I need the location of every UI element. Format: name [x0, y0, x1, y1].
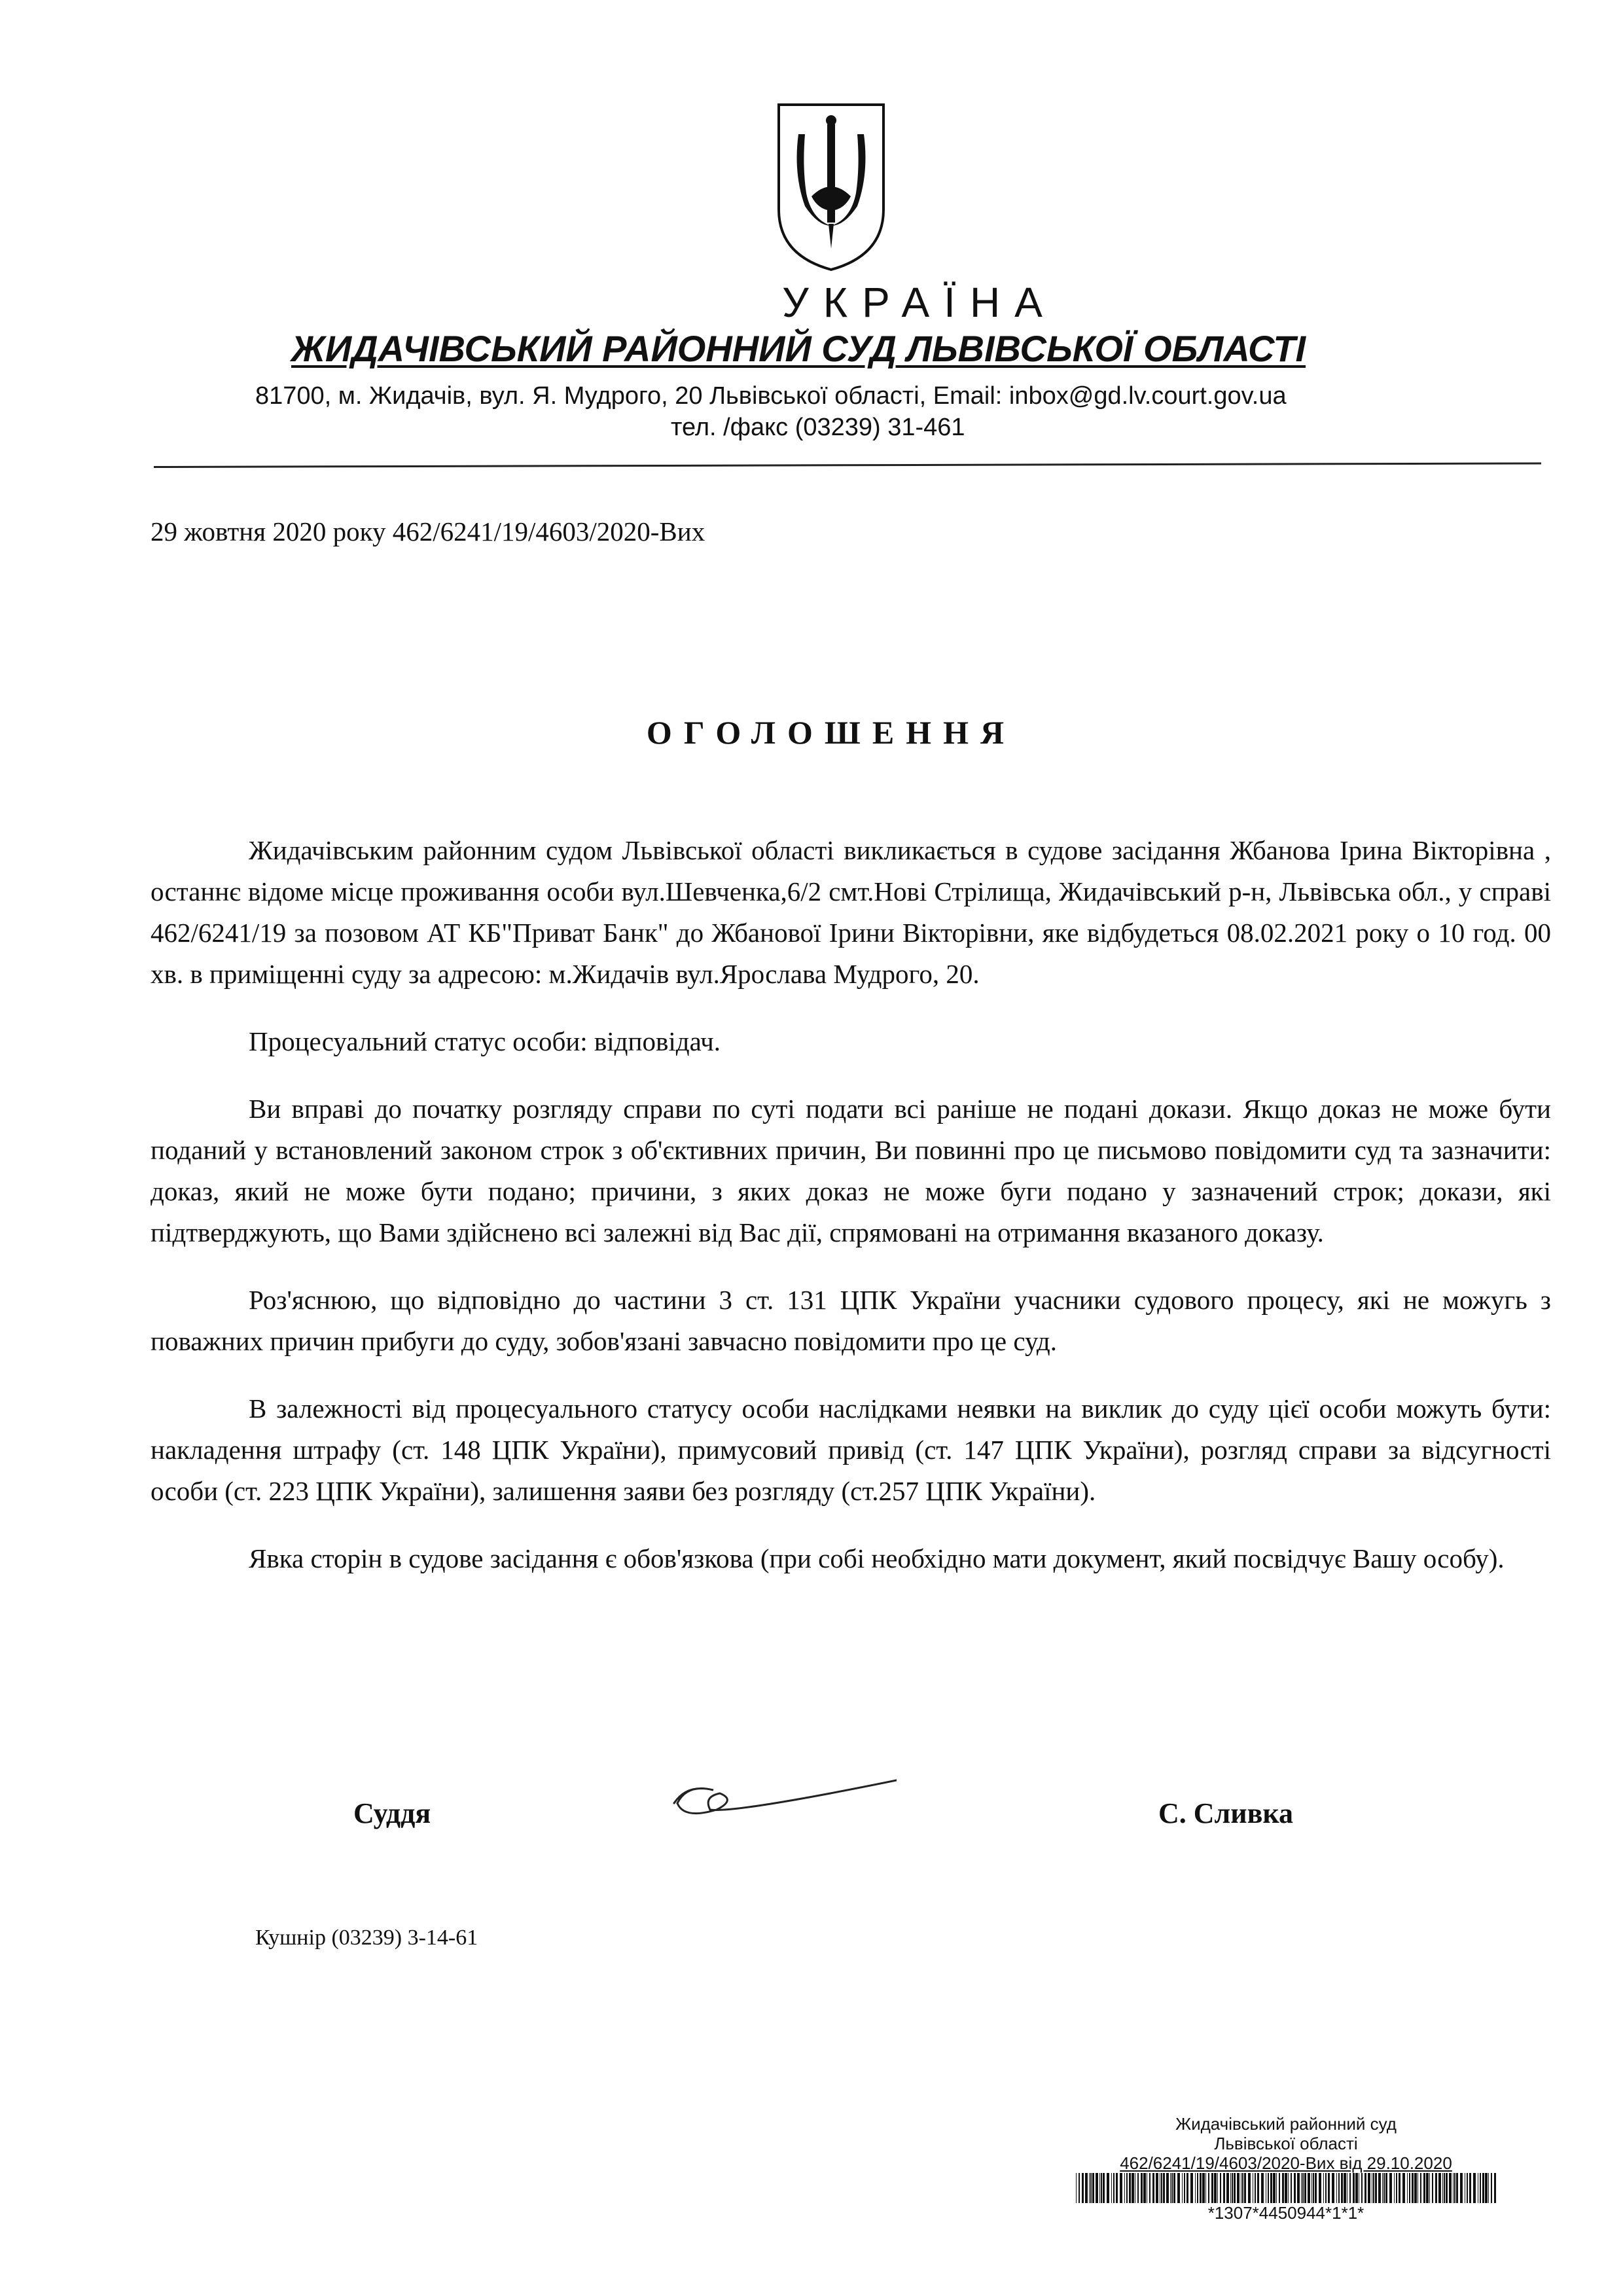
barcode-bar	[1186, 2173, 1188, 2203]
barcode-bar	[1361, 2173, 1363, 2203]
barcode-bar	[1383, 2173, 1385, 2203]
barcode-bar	[1442, 2173, 1443, 2203]
barcode-bar	[1494, 2173, 1496, 2203]
barcode-bar	[1161, 2173, 1162, 2203]
barcode-bar	[1182, 2173, 1183, 2203]
clerk-contact: Кушнір (03239) 3-14-61	[255, 1926, 478, 1950]
barcode-bar	[1129, 2173, 1131, 2203]
barcode-bar	[1429, 2173, 1430, 2203]
paragraph-evidence: Ви вправі до початку розгляду справи по суті подати всі раніше не подані докази. Якщо доказ не може бути поданий у встановлений законом строк з об'єктивних причин, Ви повинні про це письмово повідомити суд та зазначити: доказ, який не може бути подано; причини, з яких доказ не може буги подано у зазначений строк; докази, які підтверджують, що Вами здійснено всі залежні від Вас дії, спрямовані на отримання вказаного доказу.	[151, 1094, 1551, 1247]
stamp-region-line: Львівської області	[1214, 2134, 1358, 2153]
barcode-bar	[1332, 2173, 1334, 2203]
barcode-bar	[1491, 2173, 1492, 2203]
barcode-bar	[1195, 2173, 1196, 2203]
barcode-bar	[1473, 2173, 1476, 2203]
barcode-bar	[1237, 2173, 1240, 2203]
barcode-bar	[1485, 2173, 1488, 2203]
barcode-bar	[1205, 2173, 1206, 2203]
barcode-bar	[1364, 2173, 1366, 2203]
paragraph-summons: Жидачівським районним судом Львівської області викликається в судове засідання Жбанова Ірина Вікторівна , останнє відоме місце проживання особи вул.Шевченка,6/2 смт.Нові Стрілища, Жидачівський р-н, Львівська обл., у справі 462/6241/19 за позовом АТ КБ"Приват Банк" до Жбанової Ірини Вікторівни, яке відбудеться 08.02.2021 року о 10 год. 00 хв. в приміщенні суду за адресою: м.Жидачів вул.Ярослава Мудрого, 20.	[151, 835, 1551, 989]
barcode-bar	[1409, 2173, 1410, 2203]
barcode-bar	[1311, 2173, 1312, 2203]
court-address: 81700, м. Жидачів, вул. Я. Мудрого, 20 Львівської області, Email: inbox@gd.lv.court.gov.ua	[255, 382, 1287, 410]
barcode-bar	[1273, 2173, 1275, 2203]
document-body	[151, 830, 1551, 1605]
barcode-bar	[1092, 2173, 1094, 2203]
judge-label: Суддя	[353, 1797, 431, 1829]
barcode-bar	[1453, 2173, 1454, 2203]
barcode-bar	[1226, 2173, 1229, 2203]
barcode-bar	[1076, 2173, 1077, 2203]
barcode-bar	[1116, 2173, 1118, 2203]
barcode-bar	[1132, 2173, 1134, 2203]
barcode-bar	[1244, 2173, 1246, 2203]
barcode-bar	[1223, 2173, 1225, 2203]
barcode-bar	[1085, 2173, 1088, 2203]
barcode-bar	[1315, 2173, 1317, 2203]
registration-stamp	[1073, 2114, 1499, 2173]
barcode-bar	[1378, 2173, 1381, 2203]
barcode-bar	[1261, 2173, 1264, 2203]
barcode-bar	[1454, 2173, 1455, 2203]
barcode-bar	[1163, 2173, 1165, 2203]
barcode-bar	[1103, 2173, 1105, 2203]
barcode-icon	[1073, 2173, 1499, 2203]
stamp-reference-line: 462/6241/19/4603/2020-Вих від 29.10.2020	[1120, 2153, 1452, 2173]
paragraph-attendance: Явка сторін в судове засідання є обов'язкова (при собі необхідно мати документ, який посвідчує Вашу особу).	[249, 1543, 1505, 1573]
barcode-bar	[1202, 2173, 1205, 2203]
barcode-bar	[1190, 2173, 1193, 2203]
signature-icon	[661, 1767, 897, 1826]
barcode-bar	[1242, 2173, 1243, 2203]
barcode-bar	[1166, 2173, 1169, 2203]
barcode-bar	[1423, 2173, 1425, 2203]
barcode-bar	[1328, 2173, 1330, 2203]
barcode-bar	[1248, 2173, 1251, 2203]
barcode-bar	[1294, 2173, 1296, 2203]
barcode-bar	[1170, 2173, 1171, 2203]
barcode-bar	[1435, 2173, 1437, 2203]
paragraph-consequences: В залежності від процесуального статусу особи наслідками неявки на виклик до суду цієї особи можуть бути: накладення штрафу (ст. 148 ЦПК України), примусовий привід (ст. 147 ЦПК України), розгляд справи за відсугності особи (ст. 223 ЦПК України), залишення заяви без розгляду (ст.257 ЦПК України).	[151, 1393, 1551, 1506]
barcode-bar	[1414, 2173, 1417, 2203]
coat-of-arms-icon	[772, 98, 890, 275]
barcode-bar	[1469, 2173, 1471, 2203]
barcode-bar	[1338, 2173, 1340, 2203]
barcode-bar	[1389, 2173, 1392, 2203]
barcode-bar	[1257, 2173, 1259, 2203]
barcode-bar	[1353, 2173, 1355, 2203]
barcode-bar	[1137, 2173, 1139, 2203]
court-phone: тел. /факс (03239) 31-461	[671, 414, 965, 441]
paragraph-status: Процесуальний статус особи: відповідач.	[249, 1026, 721, 1056]
barcode-bar	[1149, 2173, 1150, 2203]
barcode-bar	[1420, 2173, 1421, 2203]
barcode-bar	[1460, 2173, 1463, 2203]
barcode-bar	[1301, 2173, 1302, 2203]
barcode-bar	[1407, 2173, 1408, 2203]
barcode-bar	[1101, 2173, 1102, 2203]
barcode-bar	[1302, 2173, 1304, 2203]
barcode-bar	[1412, 2173, 1414, 2203]
barcode-bar	[1111, 2173, 1112, 2203]
barcode-bar	[1177, 2173, 1180, 2203]
barcode-bar	[1255, 2173, 1256, 2203]
barcode-bar	[1385, 2173, 1387, 2203]
barcode-bar	[1304, 2173, 1306, 2203]
barcode-bar	[1341, 2173, 1343, 2203]
barcode-bar	[1394, 2173, 1395, 2203]
outgoing-reference: 29 жовтня 2020 року 462/6241/19/4603/2020-Вих	[151, 516, 705, 547]
barcode-bar	[1171, 2173, 1173, 2203]
barcode-bar	[1099, 2173, 1100, 2203]
barcode-bar	[1344, 2173, 1346, 2203]
paragraph-explanation: Роз'яснюю, що відповідно до частини 3 ст. 131 ЦПК України учасники судового процесу, які не можугь з поважних причин прибуги до суду, зобов'язані завчасно повідомити про це суд.	[151, 1285, 1551, 1356]
barcode-bar	[1124, 2173, 1125, 2203]
barcode-bar	[1090, 2173, 1092, 2203]
barcode-bar	[1368, 2173, 1370, 2203]
court-name: ЖИДАЧІВСЬКИЙ РАЙОННИЙ СУД ЛЬВІВСЬКОЇ ОБЛАСТІ	[291, 328, 1306, 369]
barcode-bar	[1432, 2173, 1433, 2203]
barcode-bar	[1143, 2173, 1146, 2203]
barcode-bar	[1480, 2173, 1481, 2203]
barcode-bar	[1336, 2173, 1337, 2203]
barcode-bar	[1234, 2173, 1236, 2203]
barcode-bar	[1220, 2173, 1221, 2203]
barcode-bar	[1399, 2173, 1400, 2203]
barcode-bar	[1079, 2173, 1080, 2203]
document-title: ОГОЛОШЕННЯ	[646, 714, 1016, 751]
barcode-bar	[1276, 2173, 1277, 2203]
barcode-bar	[1488, 2173, 1489, 2203]
barcode-bar	[1467, 2173, 1468, 2203]
barcode-bar	[1349, 2173, 1351, 2203]
barcode-bar	[1141, 2173, 1143, 2203]
barcode-bar	[1184, 2173, 1185, 2203]
barcode-bar	[1156, 2173, 1158, 2203]
header-divider	[154, 462, 1541, 468]
barcode-bar	[1217, 2173, 1218, 2203]
barcode-bar	[1323, 2173, 1324, 2203]
barcode-bar	[1200, 2173, 1202, 2203]
barcode-bar	[1197, 2173, 1198, 2203]
barcode-bar	[1402, 2173, 1405, 2203]
barcode-bar	[1279, 2173, 1280, 2203]
barcode-bar	[1082, 2173, 1084, 2203]
country-heading: УКРАЇНА	[782, 279, 1057, 326]
barcode-bar	[1449, 2173, 1452, 2203]
barcode-bar	[1482, 2173, 1484, 2203]
barcode-number: *1307*4450944*1*1*	[1207, 2203, 1364, 2223]
barcode-bar	[1268, 2173, 1269, 2203]
barcode-bar	[1444, 2173, 1445, 2203]
barcode-bar	[1313, 2173, 1314, 2203]
barcode-bar	[1325, 2173, 1327, 2203]
barcode-bar	[1120, 2173, 1122, 2203]
barcode-bar	[1270, 2173, 1272, 2203]
barcode-bar	[1126, 2173, 1128, 2203]
barcode-bar	[1288, 2173, 1289, 2203]
barcode-bar	[1319, 2173, 1321, 2203]
barcode-bar	[1396, 2173, 1397, 2203]
barcode-bar	[1355, 2173, 1358, 2203]
barcode-bar	[1152, 2173, 1154, 2203]
barcode-bar	[1297, 2173, 1300, 2203]
barcode-bar	[1285, 2173, 1287, 2203]
barcode-bar	[1382, 2173, 1383, 2203]
barcode-bar	[1214, 2173, 1217, 2203]
judge-name: С. Сливка	[1158, 1797, 1294, 1829]
barcode-bar	[1211, 2173, 1213, 2203]
barcode-bar	[1426, 2173, 1429, 2203]
barcode-bar	[1232, 2173, 1233, 2203]
barcode-bar	[1113, 2173, 1115, 2203]
barcode-bar	[1373, 2173, 1374, 2203]
barcode-bar	[1208, 2173, 1209, 2203]
barcode-bar	[1089, 2173, 1090, 2203]
barcode-bar	[1291, 2173, 1292, 2203]
barcode-bar	[1446, 2173, 1448, 2203]
barcode-bar	[1438, 2173, 1441, 2203]
barcode-bar	[1308, 2173, 1310, 2203]
barcode-bar	[1096, 2173, 1098, 2203]
barcode-bar	[1456, 2173, 1458, 2203]
stamp-court-line: Жидачівський районний суд	[1175, 2114, 1397, 2134]
barcode-bar	[1375, 2173, 1377, 2203]
barcode-bar	[1107, 2173, 1109, 2203]
barcode-bar	[1173, 2173, 1175, 2203]
barcode-bar	[1282, 2173, 1284, 2203]
barcode-bar	[1230, 2173, 1231, 2203]
